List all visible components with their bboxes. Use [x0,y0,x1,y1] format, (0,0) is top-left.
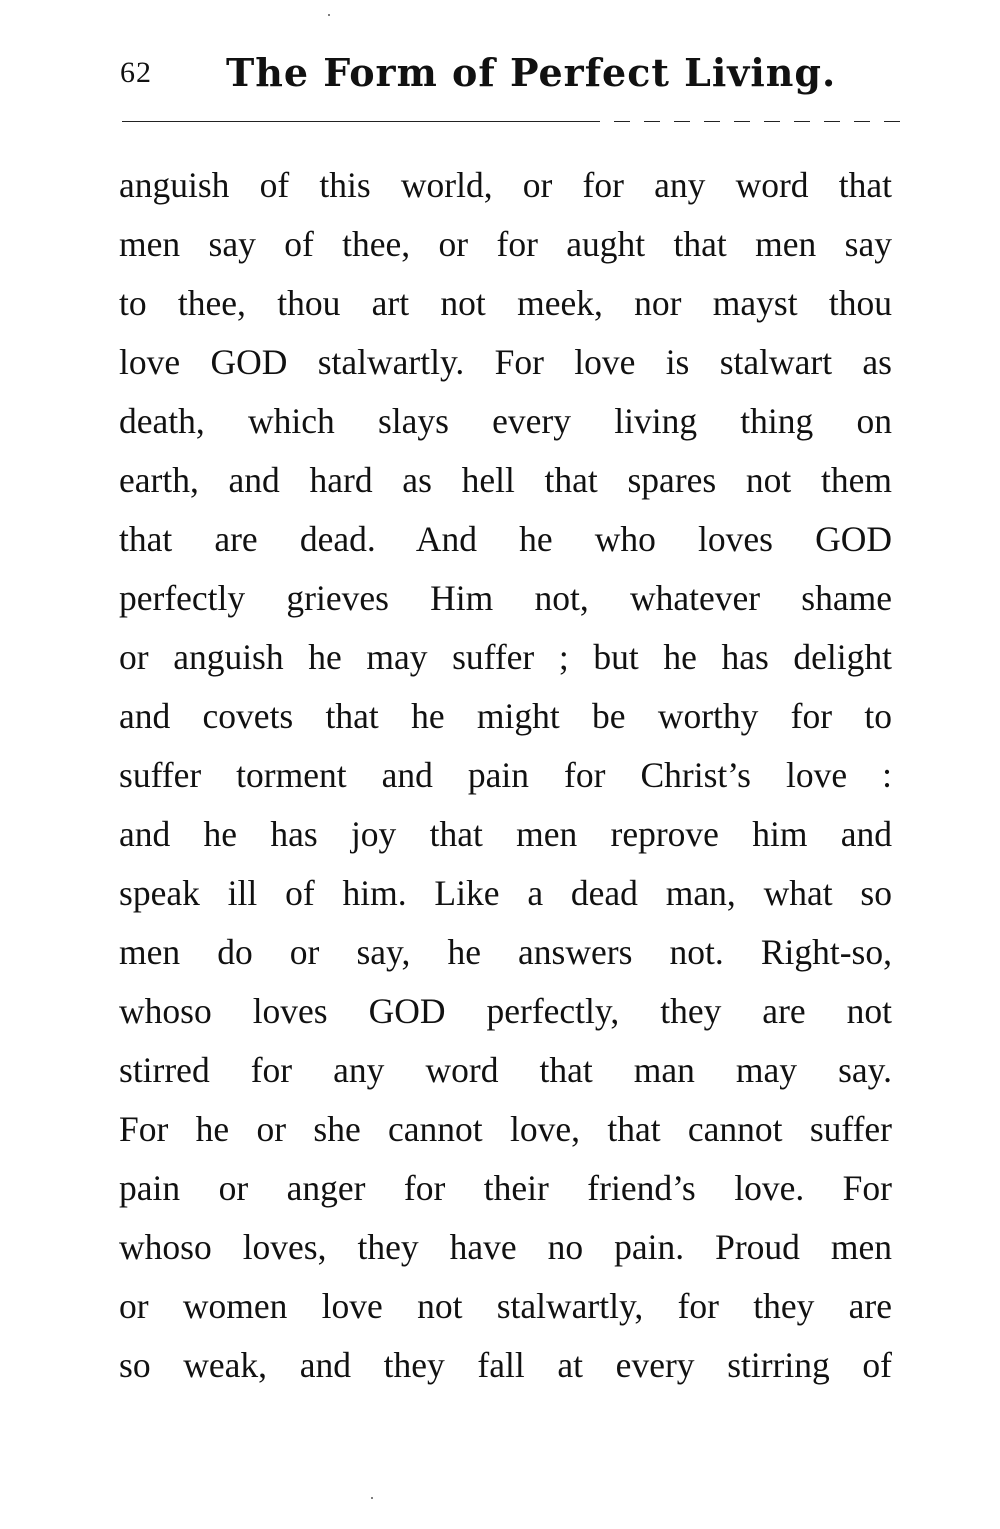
text-line: and he has joy that men reprove him and [119,814,892,854]
text-line: anguish of this world, or for any word that [119,165,892,205]
running-title: The Form of Perfect Living. [226,50,837,95]
scan-speck [328,14,330,16]
page-header [118,50,908,110]
text-line: suffer torment and pain for Christ’s love : [119,755,892,795]
text-line: speak ill of him. Like a dead man, what so [119,873,892,913]
text-line: perfectly grieves Him not, whatever shame [119,578,892,618]
text-line: death, which slays every living thing on [119,401,892,441]
text-line: For he or she cannot love, that cannot suffer [119,1109,892,1149]
text-line: stirred for any word that man may say. [119,1050,892,1090]
text-line: men do or say, he answers not. Right-so, [119,932,892,972]
text-line: or women love not stalwartly, for they are [119,1286,892,1326]
scan-speck [371,1497,373,1499]
page-number: 62 [120,56,152,89]
header-rule-fade [600,120,900,124]
text-line: to thee, thou art not meek, nor mayst thou [119,283,892,323]
text-line: whoso loves GOD perfectly, they are not [119,991,892,1031]
text-line: that are dead. And he who loves GOD [119,519,892,559]
text-line: or anguish he may suffer ; but he has delight [119,637,892,677]
text-line: and covets that he might be worthy for to [119,696,892,736]
text-line: men say of thee, or for aught that men say [119,224,892,264]
text-line: whoso loves, they have no pain. Proud men [119,1227,892,1267]
text-line: love GOD stalwartly. For love is stalwart as [119,342,892,382]
text-line: so weak, and they fall at every stirring of [119,1345,892,1385]
text-line: earth, and hard as hell that spares not them [119,460,892,500]
text-line: pain or anger for their friend’s love. For [119,1168,892,1208]
body-text [119,156,892,1395]
